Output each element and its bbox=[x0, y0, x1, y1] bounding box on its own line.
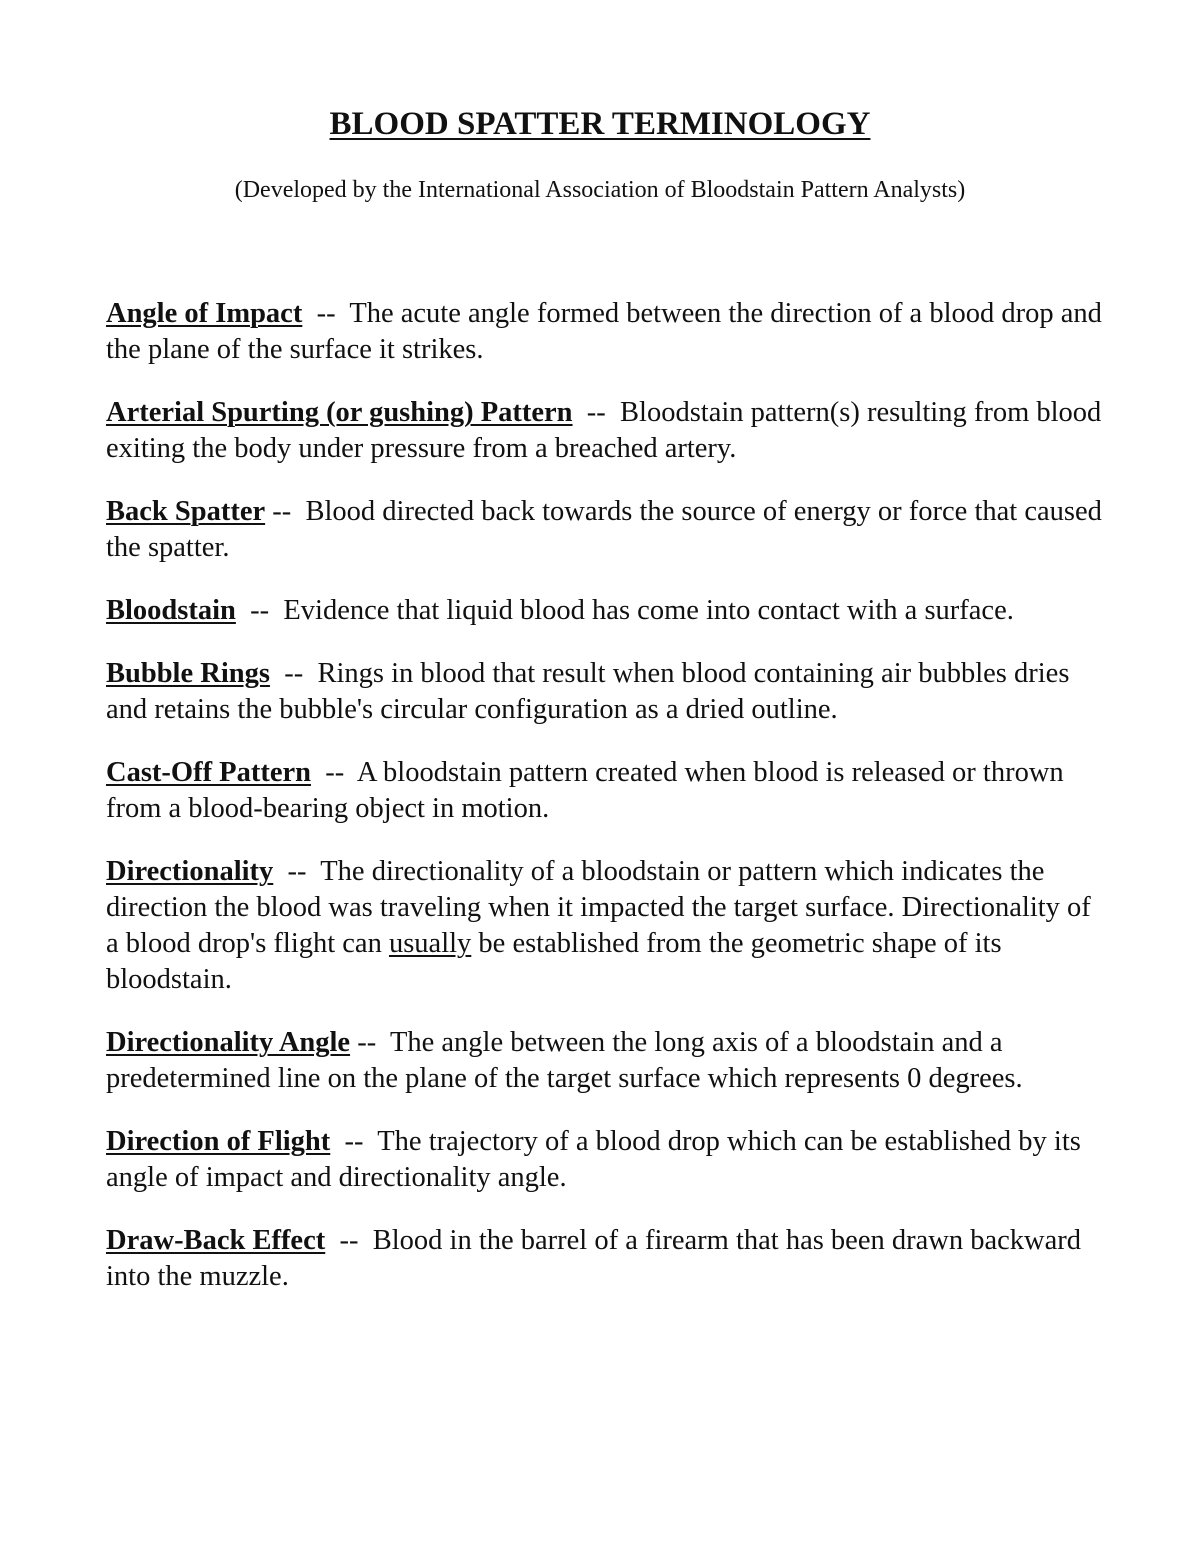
term-separator: -- bbox=[586, 397, 606, 428]
glossary-term: Angle of Impact bbox=[106, 298, 303, 329]
glossary-term: Cast-Off Pattern bbox=[106, 757, 311, 788]
glossary-definition: The directionality of a bloodstain or pattern which indicates the direction the blood was traveling when it impacted the target surface. Directionality of a blood drop's flight can bbox=[106, 856, 1091, 959]
glossary-definition: Rings in blood that result when blood containing air bubbles dries and retains the bubble's circular configuration as a dried outline. bbox=[106, 658, 1070, 725]
glossary-entry-direction-of-flight bbox=[106, 1124, 1106, 1196]
term-separator: -- bbox=[316, 298, 336, 329]
glossary-entry-directionality bbox=[106, 854, 1106, 998]
glossary-definition: The angle between the long axis of a bloodstain and a predetermined line on the plane of the target surface which represents 0 degrees. bbox=[106, 1027, 1023, 1094]
glossary-term: Back Spatter bbox=[106, 496, 266, 527]
glossary-definition: A bloodstain pattern created when blood is released or thrown from a blood-bearing object in motion. bbox=[106, 757, 1064, 824]
term-separator: -- bbox=[325, 757, 345, 788]
glossary-term: Directionality bbox=[106, 856, 274, 887]
page-title: BLOOD SPATTER TERMINOLOGY bbox=[329, 106, 871, 142]
glossary-definition: Blood directed back towards the source of energy or force that caused the spatter. bbox=[106, 496, 1102, 563]
glossary-entry-angle-of-impact bbox=[106, 296, 1106, 368]
term-separator: -- bbox=[357, 1027, 377, 1058]
glossary-term: Direction of Flight bbox=[106, 1126, 331, 1157]
glossary-entry-arterial-spurting bbox=[106, 395, 1106, 467]
glossary-definition-continued: be established from the geometric shape of its bloodstain. bbox=[106, 928, 1002, 995]
glossary-entry-directionality-angle bbox=[106, 1025, 1106, 1097]
glossary-term: Bubble Rings bbox=[106, 658, 270, 689]
term-separator: -- bbox=[339, 1225, 359, 1256]
page-subtitle: (Developed by the International Association of Bloodstain Pattern Analysts) bbox=[234, 177, 966, 203]
glossary-definition: Blood in the barrel of a firearm that has been drawn backward into the muzzle. bbox=[106, 1225, 1081, 1292]
emphasized-word: usually bbox=[388, 928, 472, 959]
glossary-term: Draw-Back Effect bbox=[106, 1225, 326, 1256]
term-separator: -- bbox=[287, 856, 307, 887]
glossary-term: Bloodstain bbox=[106, 595, 236, 626]
term-separator: -- bbox=[284, 658, 304, 689]
glossary-entry-draw-back-effect bbox=[106, 1223, 1106, 1295]
glossary-term: Arterial Spurting (or gushing) Pattern bbox=[106, 397, 573, 428]
glossary-entry-back-spatter bbox=[106, 494, 1106, 566]
glossary-list bbox=[106, 296, 1106, 1322]
glossary-definition: The trajectory of a blood drop which can be established by its angle of impact and directionality angle. bbox=[106, 1126, 1081, 1193]
glossary-entry-bubble-rings bbox=[106, 656, 1106, 728]
glossary-entry-cast-off-pattern bbox=[106, 755, 1106, 827]
glossary-entry-bloodstain bbox=[106, 593, 1106, 629]
glossary-definition: Evidence that liquid blood has come into contact with a surface. bbox=[283, 595, 1014, 626]
glossary-term: Directionality Angle bbox=[106, 1027, 351, 1058]
term-separator: -- bbox=[344, 1126, 364, 1157]
glossary-definition: The acute angle formed between the direction of a blood drop and the plane of the surface it strikes. bbox=[106, 298, 1102, 365]
glossary-definition: Bloodstain pattern(s) resulting from blood exiting the body under pressure from a breached artery. bbox=[106, 397, 1102, 464]
term-separator: -- bbox=[272, 496, 292, 527]
term-separator: -- bbox=[250, 595, 270, 626]
